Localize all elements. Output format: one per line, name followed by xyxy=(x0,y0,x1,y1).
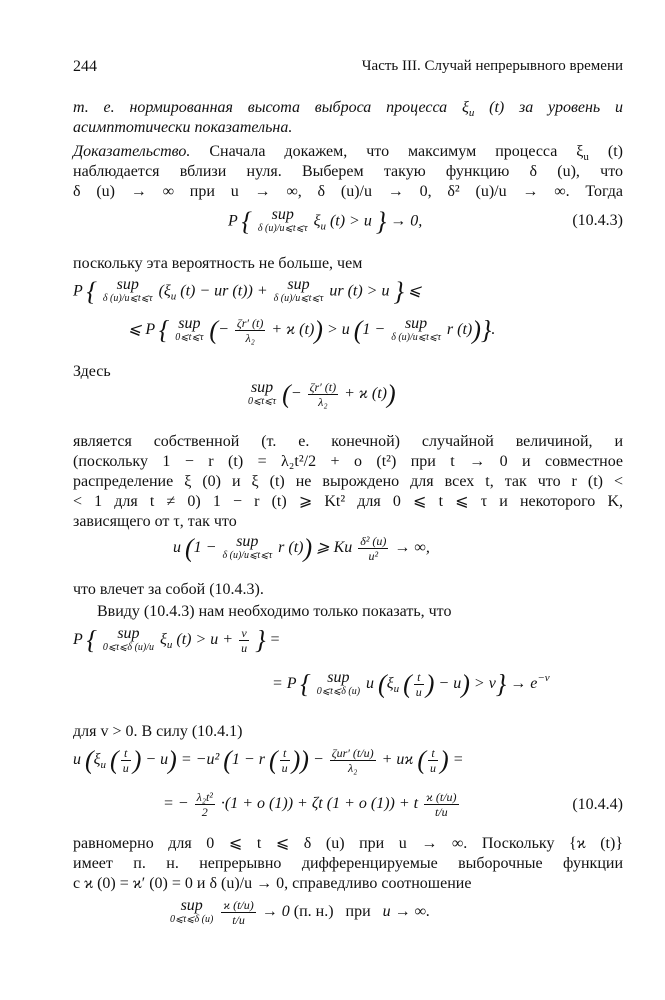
text-line-1: т. е. нормированная высота выброса процесса $\xi_u$ (t) за уровень и xyxy=(73,99,623,119)
equation-limit: u (1 − sup δ (u)/u⩽t⩽τ r (t)) ⩾ Ku $\frac{\text{δ² (u)}}{\text{u²}}$ → ∞, xyxy=(173,532,430,563)
equation-10-4-3: P { sup δ (u)/u⩽t⩽τ $\xi_u$ (t) > u } → 0, xyxy=(228,206,423,236)
text-line-7: Здесь xyxy=(73,363,111,380)
equation-target-line-2: = P { sup 0⩽t⩽δ (u) u ($\xi_u$ ( $\frac{t}{u}$ ) − $u) > v\} \to e^{-v}$ xyxy=(272,668,550,699)
equation-random-variable: sup 0⩽t⩽τ (− $\frac{\zeta r' (t)}{\text{λ₂}}$ + ϰ (t)) xyxy=(248,378,396,409)
text-line-4: наблюдается вблизи нуля. Выберем такую функцию δ (u), что xyxy=(73,163,623,180)
page-number: 244 xyxy=(73,58,97,75)
equation-number-10-4-4: (10.4.4) xyxy=(572,796,623,813)
text-line-8: является собственной (т. е. конечной) случайной величиной, и xyxy=(73,433,623,450)
text-line-17: имеет п. н. непрерывно дифференцируемые выборочные функции xyxy=(73,855,623,872)
text-line-15: для v > 0. В силу (10.4.1) xyxy=(73,723,243,740)
text-line-14: Ввиду (10.4.3) нам необходимо только показать, что xyxy=(97,603,452,620)
text-line-11: < 1 для t ≠ 0) 1 − r (t) ⩾ Kt² для 0 ⩽ t ⩽ τ и некоторого K, xyxy=(73,493,623,510)
text-line-12: зависящего от τ, так что xyxy=(73,513,237,530)
text-line-2: асимптотически показательна. xyxy=(73,119,293,136)
equation-target-line-1: P { sup 0⩽t⩽δ (u)/u $\xi_u$ (t) > u + $\frac{v}{u}$ } = xyxy=(73,624,281,655)
text-line-6: поскольку эта вероятность не больше, чем xyxy=(73,255,363,272)
running-title: Часть III. Случай непрерывного времени xyxy=(361,58,623,74)
equation-number-10-4-3: (10.4.3) xyxy=(572,212,623,229)
equation-almost-sure: sup 0⩽t⩽δ (u) $\frac{ϰ (t/u)}{t/u}$ → 0 (п. н.) при u → ∞. xyxy=(170,896,431,927)
text-line-13: что влечет за собой (10.4.3). xyxy=(73,581,264,598)
text-line-16: равномерно для 0 ⩽ t ⩽ δ (u) при u → ∞. Поскольку {ϰ (t)} xyxy=(73,835,623,852)
text-line-5: δ (u) → ∞ при u → ∞, δ (u)/u → 0, δ² (u)/u → ∞. Тогда xyxy=(73,183,623,200)
text-line-9: (поскольку 1 − r (t) = λ₂t²/2 + o (t²) при t → 0 и совместное xyxy=(73,453,623,470)
equation-expansion-line-1: u ($\xi_u$ ( $\frac{t}{u}$ ) − u) = −u² (1 − r ( $\frac{t}{u}$ )) − $\frac{\text{ζur′ (t/u)}}{\text{λ₂}}$ + uϰ ( $\frac{t}{u}$ ) = xyxy=(73,745,464,775)
equation-expansion-line-2: = − $\frac{\text{λ₂t²}}{2}$ ·(1 + o (1)) + ζt (1 + o (1)) + t $\frac{ϰ (t/u)}{t/u}$ xyxy=(163,790,457,819)
equation-bound-line-2: ⩽ P { sup 0⩽t⩽τ (− $\frac{\zeta r' (t)}{\text{λ₂}}$ + ϰ (t)) > u (1 − sup δ (u)/u⩽t⩽τ r (t))}. xyxy=(128,314,496,345)
text-line-3: Доказательство. Сначала докажем, что максимум процесса $\xi_u$ (t) xyxy=(73,143,623,163)
equation-bound-line-1: P { sup δ (u)/u⩽t⩽τ ($\xi_u$ (t) − ur (t)) + sup δ (u)/u⩽t⩽τ ur (t) > u } ⩽ xyxy=(73,276,422,306)
text-line-18: с ϰ (0) = ϰ′ (0) = 0 и δ (u)/u → 0, справедливо соотношение xyxy=(73,875,472,892)
text-line-10: распределение ξ (0) и ξ (t) не вырождено для всех t, так что r (t) < xyxy=(73,473,623,490)
